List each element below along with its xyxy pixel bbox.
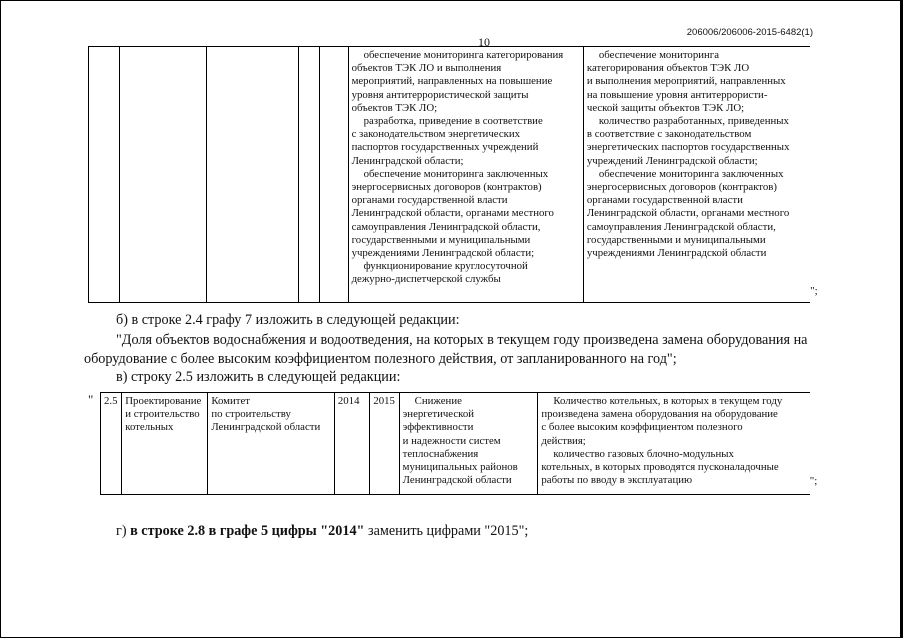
row-number-cell [101, 393, 122, 495]
result-line: муниципальных районов [402, 461, 518, 474]
indicators-line: в соответствие с законодательством [586, 128, 752, 141]
paragraph-g-prefix: г) [116, 523, 131, 539]
result-line: и надежности систем [402, 434, 501, 447]
activities-line: функционирование круглосуточной [363, 260, 528, 273]
document-id: 206006/206006-2015-6482(1) [686, 27, 813, 38]
activities-line: органами государственной власти [351, 194, 508, 207]
indicator-line: котельных, в которых проводятся пусконаладочные [541, 461, 779, 474]
executor-cell [208, 393, 335, 495]
result-line: Снижение [414, 395, 462, 407]
start-year: 2014 [337, 395, 360, 407]
activities-line: паспортов государственных учреждений [351, 141, 539, 154]
activities-line: учреждениями Ленинградской области; [351, 247, 535, 260]
row-number: 2.5 [104, 395, 118, 407]
executor [208, 393, 334, 435]
result-line: эффективности [402, 421, 474, 434]
activities-line: самоуправления Ленинградской области, [351, 220, 541, 233]
page-number: 10 [478, 35, 490, 49]
start-year-cell [334, 393, 369, 495]
paragraph-b: б) в строке 2.4 графу 7 изложить в следующей редакции: [116, 312, 460, 328]
table2-quote-cell [810, 393, 828, 495]
indicators-line: на повышение уровня антитеррористи- [586, 88, 768, 101]
indicators-line: государственными и муниципальными [586, 233, 766, 246]
indicators-line: учреждениями Ленинградской области [586, 247, 767, 260]
table1-col4b [319, 47, 348, 303]
indicators-line: Ленинградской области, органами местного [586, 207, 790, 220]
executor-line: по строительству [211, 408, 291, 421]
table1-col4a [299, 47, 320, 303]
activities-line: дежурно-диспетчерской службы [351, 273, 501, 286]
activities-line: мероприятий, направленных на повышение [351, 75, 553, 88]
row-2-5-table [100, 392, 828, 495]
activities-text [349, 47, 583, 287]
executor-line: Ленинградской области [211, 421, 321, 434]
indicator-line: работы по вводу в эксплуатацию [541, 474, 693, 487]
activities-line: Ленинградской области, органами местного [351, 207, 554, 220]
activities-line: Ленинградской области; [351, 154, 464, 167]
result-line: теплоснабжения [402, 447, 479, 460]
result-line: Ленинградской области [402, 474, 512, 487]
indicator-line: количество газовых блочно-модульных [553, 447, 734, 460]
activity-name [122, 393, 207, 435]
table1-col1 [89, 47, 120, 303]
indicators-line: обеспечение мониторинга заключенных [598, 167, 784, 180]
indicator-line: произведена замена оборудования на оборудование [541, 408, 778, 421]
paragraph-g-suffix: заменить цифрами "2015"; [364, 523, 529, 539]
paragraph-g [116, 522, 528, 541]
activity-name-cell [122, 393, 208, 495]
indicator-line: действия; [541, 434, 586, 447]
table1-col3 [207, 47, 299, 303]
activities-line: разработка, приведение в соответствие [363, 115, 543, 128]
activities-line: объектов ТЭК ЛО; [351, 101, 438, 114]
table1-indicators-cell [583, 47, 810, 303]
indicator [538, 393, 809, 487]
closing-quote: "; [810, 285, 818, 298]
paragraph-v: в) строку 2.5 изложить в следующей редакции: [116, 369, 401, 385]
indicators-line: количество разработанных, приведенных [598, 115, 789, 128]
opening-quote: " [88, 392, 94, 407]
activities-line: уровня антитеррористической защиты [351, 88, 529, 101]
indicators-line: обеспечение мониторинга [598, 49, 720, 61]
activity-name-line: Проектирование [125, 395, 202, 407]
indicators-text [584, 47, 810, 260]
indicators-line: категорирования объектов ТЭК ЛО [586, 62, 750, 75]
continuation-table [88, 46, 828, 303]
end-year: 2015 [373, 395, 395, 407]
paragraph-g-bold: в строке 2.8 в графе 5 цифры "2014" [130, 523, 365, 539]
indicators-line: органами государственной власти [586, 194, 743, 207]
indicator-line: с более высоким коэффициентом полезного [541, 421, 743, 434]
indicators-line: самоуправления Ленинградской области, [586, 220, 776, 233]
end-year-cell [370, 393, 399, 495]
activities-line: государственными и муниципальными [351, 233, 531, 246]
activities-line: обеспечение мониторинга заключенных [363, 167, 549, 180]
activity-name-line: котельных [125, 421, 174, 434]
indicator-cell [538, 393, 810, 495]
table1-col2 [119, 47, 207, 303]
activities-line: объектов ТЭК ЛО и выполнения [351, 62, 502, 75]
closing-quote-2: "; [809, 475, 818, 488]
activities-line: энергосервисных договоров (контрактов) [351, 181, 542, 194]
activities-line: обеспечение мониторинга категорирования [363, 49, 564, 61]
indicators-line: энергосервисных договоров (контрактов) [586, 181, 777, 194]
result-line: энергетической [402, 408, 475, 421]
indicators-line: ческой защиты объектов ТЭК ЛО; [586, 101, 745, 114]
result-cell [399, 393, 538, 495]
table1-quote-cell [810, 47, 828, 303]
indicators-line: и выполнения мероприятий, направленных [586, 75, 786, 88]
activities-line: с законодательством энергетических [351, 128, 521, 141]
expected-result [400, 393, 538, 487]
executor-line: Комитет [211, 395, 251, 407]
indicators-line: энергетических паспортов государственных [586, 141, 790, 154]
table1-activities-cell [348, 47, 583, 303]
activity-name-line: и строительство [125, 408, 200, 421]
indicator-line: Количество котельных, в которых в текущем году [553, 395, 783, 407]
indicators-line: учреждений Ленинградской области; [586, 154, 758, 167]
paragraph-b-text: "Доля объектов водоснабжения и водоотведения, на которых в текущем году произведена замена оборудования на оборудование с более высоким коэффициентом полезного действия, от запланированного на год"; [84, 332, 808, 367]
